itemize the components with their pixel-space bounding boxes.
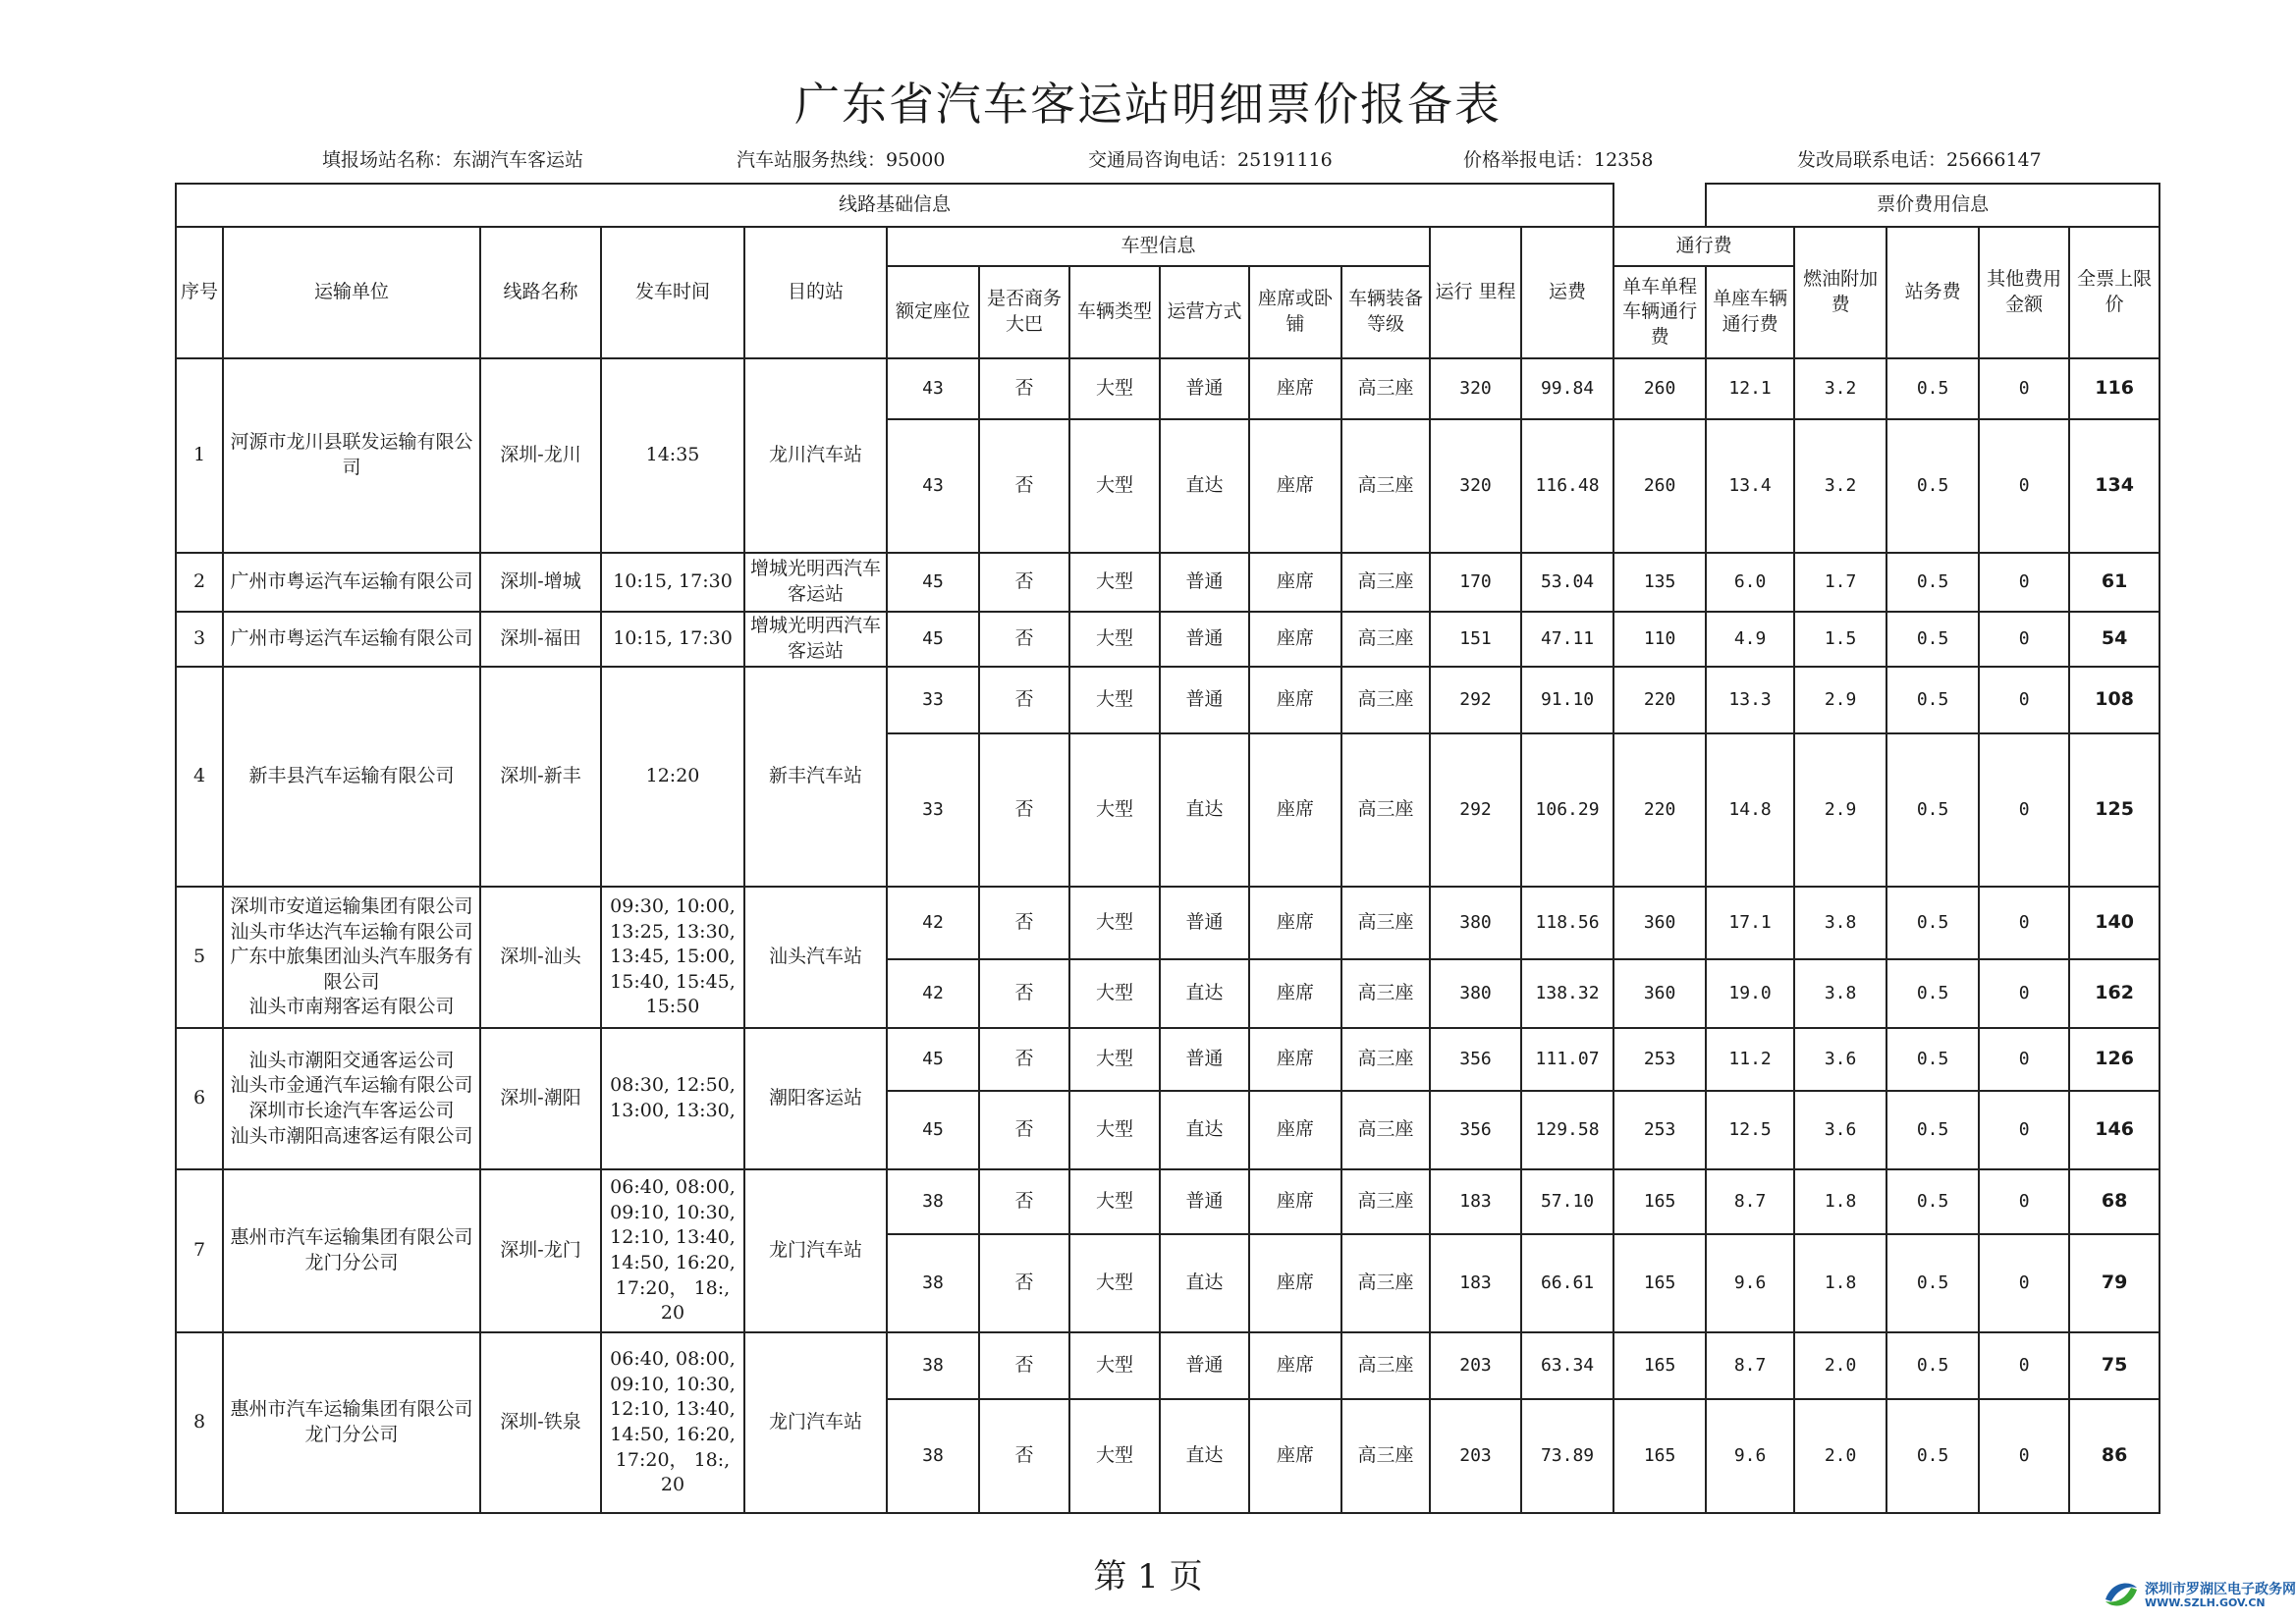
cell-distance: 170 — [1430, 553, 1521, 612]
szlh-logo — [2102, 1576, 2296, 1615]
cell-distance: 203 — [1430, 1332, 1521, 1399]
logo-title: 深圳市罗湖区电子政务网 — [2145, 1582, 2296, 1597]
cell-station-fee: 0.5 — [1886, 1399, 1979, 1513]
cell-route: 深圳-新丰 — [480, 667, 601, 887]
cell-vtype: 大型 — [1069, 1399, 1160, 1513]
cell-grade: 高三座 — [1341, 1399, 1430, 1513]
cell-fare: 73.89 — [1521, 1399, 1613, 1513]
cell-vtype: 大型 — [1069, 1234, 1160, 1332]
fare-info-header: 票价费用信息 — [1706, 184, 2159, 227]
cell-grade: 高三座 — [1341, 358, 1430, 419]
cell-vtype: 大型 — [1069, 887, 1160, 959]
cell-distance: 151 — [1430, 612, 1521, 667]
cell-grade: 高三座 — [1341, 1234, 1430, 1332]
cell-fare: 106.29 — [1521, 733, 1613, 887]
vehicle-info-header: 车型信息 — [887, 227, 1430, 266]
cell-depart: 14:35 — [601, 358, 744, 553]
cell-toll-seat: 17.1 — [1706, 887, 1794, 959]
cell-seats: 42 — [887, 887, 979, 959]
cell-seq: 2 — [176, 553, 223, 612]
cell-route: 深圳-潮阳 — [480, 1028, 601, 1169]
cell-seat-kind: 座席 — [1249, 612, 1341, 667]
cell-seat-kind: 座席 — [1249, 1332, 1341, 1399]
cell-company: 汕头市潮阳交通客运公司 汕头市金通汽车运输有限公司 深圳市长途汽车客运公司 汕头市潮阳高速客运有限公司 — [223, 1028, 480, 1169]
cell-seat-kind: 座席 — [1249, 1399, 1341, 1513]
cell-mode: 直达 — [1160, 733, 1249, 887]
cell-toll-seat: 9.6 — [1706, 1234, 1794, 1332]
cell-grade: 高三座 — [1341, 553, 1430, 612]
col-business: 是否商务大巴 — [979, 266, 1069, 358]
cell-depart: 09:30, 10:00, 13:25, 13:30, 13:45, 15:00, 15:40, 15:45, 15:50 — [601, 887, 744, 1028]
cell-fuel: 3.2 — [1794, 358, 1886, 419]
cell-fuel: 1.5 — [1794, 612, 1886, 667]
cell-mode: 直达 — [1160, 1399, 1249, 1513]
cell-distance: 183 — [1430, 1234, 1521, 1332]
cell-fuel: 3.6 — [1794, 1028, 1886, 1091]
header-spacer — [1613, 184, 1706, 227]
cell-total: 86 — [2069, 1399, 2159, 1513]
cell-toll-seat: 19.0 — [1706, 959, 1794, 1028]
cell-toll-vehicle: 253 — [1613, 1028, 1706, 1091]
cell-distance: 320 — [1430, 358, 1521, 419]
col-dest: 目的站 — [744, 227, 887, 358]
cell-business: 否 — [979, 419, 1069, 553]
cell-route: 深圳-龙门 — [480, 1169, 601, 1332]
cell-toll-vehicle: 260 — [1613, 419, 1706, 553]
cell-mode: 普通 — [1160, 887, 1249, 959]
cell-route: 深圳-龙川 — [480, 358, 601, 553]
cell-grade: 高三座 — [1341, 667, 1430, 733]
cell-vtype: 大型 — [1069, 959, 1160, 1028]
cell-fuel: 3.8 — [1794, 887, 1886, 959]
cell-grade: 高三座 — [1341, 959, 1430, 1028]
cell-vtype: 大型 — [1069, 1332, 1160, 1399]
cell-seat-kind: 座席 — [1249, 1028, 1341, 1091]
cell-seat-kind: 座席 — [1249, 733, 1341, 887]
cell-station-fee: 0.5 — [1886, 419, 1979, 553]
cell-business: 否 — [979, 1028, 1069, 1091]
page-title: 广东省汽车客运站明细票价报备表 — [794, 78, 1502, 131]
cell-vtype: 大型 — [1069, 358, 1160, 419]
logo-url: WWW.SZLH.GOV.CN — [2145, 1596, 2266, 1609]
col-mode: 运营方式 — [1160, 266, 1249, 358]
cell-seq: 5 — [176, 887, 223, 1028]
cell-total: 54 — [2069, 612, 2159, 667]
cell-other: 0 — [1979, 1169, 2069, 1234]
cell-seq: 8 — [176, 1332, 223, 1513]
cell-dest: 龙川汽车站 — [744, 358, 887, 553]
cell-total: 146 — [2069, 1091, 2159, 1169]
cell-mode: 直达 — [1160, 1091, 1249, 1169]
cell-fare: 66.61 — [1521, 1234, 1613, 1332]
cell-vtype: 大型 — [1069, 733, 1160, 887]
cell-toll-vehicle: 260 — [1613, 358, 1706, 419]
cell-toll-vehicle: 165 — [1613, 1234, 1706, 1332]
cell-seats: 38 — [887, 1169, 979, 1234]
cell-business: 否 — [979, 1169, 1069, 1234]
price-report-phone: 价格举报电话：12358 — [1463, 149, 1654, 171]
cell-station-fee: 0.5 — [1886, 358, 1979, 419]
cell-dest: 潮阳客运站 — [744, 1028, 887, 1169]
cell-seq: 3 — [176, 612, 223, 667]
cell-business: 否 — [979, 1399, 1069, 1513]
table-row — [176, 612, 2159, 667]
cell-seats: 45 — [887, 553, 979, 612]
cell-station-fee: 0.5 — [1886, 887, 1979, 959]
cell-seat-kind: 座席 — [1249, 1169, 1341, 1234]
table-row — [176, 667, 2159, 733]
cell-station-fee: 0.5 — [1886, 733, 1979, 887]
cell-business: 否 — [979, 1234, 1069, 1332]
cell-seats: 45 — [887, 612, 979, 667]
cell-distance: 292 — [1430, 733, 1521, 887]
header-row-1 — [176, 184, 2159, 227]
cell-fare: 47.11 — [1521, 612, 1613, 667]
cell-other: 0 — [1979, 887, 2069, 959]
cell-toll-seat: 8.7 — [1706, 1169, 1794, 1234]
cell-grade: 高三座 — [1341, 887, 1430, 959]
col-seats: 额定座位 — [887, 266, 979, 358]
cell-other: 0 — [1979, 553, 2069, 612]
cell-fare: 57.10 — [1521, 1169, 1613, 1234]
toll-header: 通行费 — [1613, 227, 1794, 266]
cell-vtype: 大型 — [1069, 667, 1160, 733]
reform-bureau-phone: 发改局联系电话：25666147 — [1797, 149, 2042, 171]
cell-toll-seat: 4.9 — [1706, 612, 1794, 667]
cell-depart: 08:30, 12:50, 13:00, 13:30, — [601, 1028, 744, 1169]
cell-mode: 直达 — [1160, 419, 1249, 553]
cell-other: 0 — [1979, 1234, 2069, 1332]
cell-business: 否 — [979, 1332, 1069, 1399]
header-row-2 — [176, 227, 2159, 266]
cell-toll-seat: 11.2 — [1706, 1028, 1794, 1091]
cell-mode: 普通 — [1160, 612, 1249, 667]
cell-toll-vehicle: 360 — [1613, 887, 1706, 959]
cell-total: 79 — [2069, 1234, 2159, 1332]
table-row — [176, 887, 2159, 959]
cell-fuel: 1.7 — [1794, 553, 1886, 612]
cell-depart: 06:40, 08:00, 09:10, 10:30, 12:10, 13:40, 14:50, 16:20, 17:20， 18:, 20 — [601, 1332, 744, 1513]
cell-toll-seat: 13.3 — [1706, 667, 1794, 733]
cell-other: 0 — [1979, 959, 2069, 1028]
cell-station-fee: 0.5 — [1886, 1169, 1979, 1234]
cell-depart: 06:40, 08:00, 09:10, 10:30, 12:10, 13:40, 14:50, 16:20, 17:20， 18:, 20 — [601, 1169, 744, 1332]
cell-seats: 43 — [887, 419, 979, 553]
cell-grade: 高三座 — [1341, 1028, 1430, 1091]
cell-other: 0 — [1979, 612, 2069, 667]
cell-depart: 10:15, 17:30 — [601, 612, 744, 667]
cell-total: 125 — [2069, 733, 2159, 887]
cell-other: 0 — [1979, 1028, 2069, 1091]
cell-seats: 38 — [887, 1332, 979, 1399]
cell-business: 否 — [979, 887, 1069, 959]
cell-seq: 6 — [176, 1028, 223, 1169]
cell-mode: 普通 — [1160, 1028, 1249, 1091]
cell-seats: 38 — [887, 1234, 979, 1332]
line-info-header: 线路基础信息 — [176, 184, 1613, 227]
cell-distance: 380 — [1430, 959, 1521, 1028]
cell-fuel: 2.0 — [1794, 1332, 1886, 1399]
page-number: 第 1 页 — [1093, 1557, 1203, 1596]
cell-company: 河源市龙川县联发运输有限公司 — [223, 358, 480, 553]
cell-seat-kind: 座席 — [1249, 358, 1341, 419]
cell-toll-vehicle: 220 — [1613, 733, 1706, 887]
cell-company: 新丰县汽车运输有限公司 — [223, 667, 480, 887]
col-seq: 序号 — [176, 227, 223, 358]
cell-other: 0 — [1979, 1399, 2069, 1513]
cell-business: 否 — [979, 358, 1069, 419]
cell-route: 深圳-福田 — [480, 612, 601, 667]
cell-mode: 普通 — [1160, 1332, 1249, 1399]
cell-toll-seat: 12.1 — [1706, 358, 1794, 419]
cell-fare: 99.84 — [1521, 358, 1613, 419]
cell-vtype: 大型 — [1069, 612, 1160, 667]
col-toll-vehicle: 单车单程车辆通行费 — [1613, 266, 1706, 358]
cell-seats: 45 — [887, 1028, 979, 1091]
cell-fare: 53.04 — [1521, 553, 1613, 612]
cell-business: 否 — [979, 612, 1069, 667]
cell-business: 否 — [979, 959, 1069, 1028]
transport-bureau-phone: 交通局咨询电话：25191116 — [1088, 149, 1333, 171]
cell-grade: 高三座 — [1341, 733, 1430, 887]
cell-vtype: 大型 — [1069, 1028, 1160, 1091]
cell-fuel: 1.8 — [1794, 1234, 1886, 1332]
cell-total: 75 — [2069, 1332, 2159, 1399]
cell-total: 140 — [2069, 887, 2159, 959]
header-info-row — [0, 145, 2296, 173]
cell-mode: 普通 — [1160, 667, 1249, 733]
szlh-logo-icon — [2102, 1578, 2141, 1611]
cell-mode: 普通 — [1160, 358, 1249, 419]
cell-toll-vehicle: 165 — [1613, 1169, 1706, 1234]
cell-mode: 直达 — [1160, 1234, 1249, 1332]
cell-company: 惠州市汽车运输集团有限公司 龙门分公司 — [223, 1332, 480, 1513]
cell-toll-vehicle: 220 — [1613, 667, 1706, 733]
col-station-fee: 站务费 — [1886, 227, 1979, 358]
cell-station-fee: 0.5 — [1886, 959, 1979, 1028]
cell-company: 广州市粤运汽车运输有限公司 — [223, 612, 480, 667]
cell-dest: 增城光明西汽车客运站 — [744, 612, 887, 667]
cell-seat-kind: 座席 — [1249, 1234, 1341, 1332]
cell-total: 126 — [2069, 1028, 2159, 1091]
cell-fuel: 1.8 — [1794, 1169, 1886, 1234]
cell-dest: 龙门汽车站 — [744, 1169, 887, 1332]
cell-grade: 高三座 — [1341, 1091, 1430, 1169]
cell-total: 61 — [2069, 553, 2159, 612]
cell-route: 深圳-增城 — [480, 553, 601, 612]
cell-distance: 356 — [1430, 1028, 1521, 1091]
cell-seq: 1 — [176, 358, 223, 553]
cell-mode: 普通 — [1160, 553, 1249, 612]
table-row — [176, 553, 2159, 612]
col-total: 全票上限价 — [2069, 227, 2159, 358]
cell-seq: 4 — [176, 667, 223, 887]
cell-toll-vehicle: 110 — [1613, 612, 1706, 667]
cell-fare: 91.10 — [1521, 667, 1613, 733]
cell-total: 162 — [2069, 959, 2159, 1028]
cell-distance: 320 — [1430, 419, 1521, 553]
table-row — [176, 1028, 2159, 1091]
table-row — [176, 1169, 2159, 1234]
cell-depart: 10:15, 17:30 — [601, 553, 744, 612]
cell-station-fee: 0.5 — [1886, 553, 1979, 612]
cell-total: 116 — [2069, 358, 2159, 419]
cell-seat-kind: 座席 — [1249, 959, 1341, 1028]
station-name: 填报场站名称：东湖汽车客运站 — [322, 149, 584, 171]
cell-total: 68 — [2069, 1169, 2159, 1234]
cell-company: 深圳市安道运输集团有限公司 汕头市华达汽车运输有限公司 广东中旅集团汕头汽车服务有限公司 汕头市南翔客运有限公司 — [223, 887, 480, 1028]
cell-other: 0 — [1979, 733, 2069, 887]
cell-other: 0 — [1979, 667, 2069, 733]
cell-seats: 38 — [887, 1399, 979, 1513]
cell-toll-seat: 6.0 — [1706, 553, 1794, 612]
cell-toll-seat: 8.7 — [1706, 1332, 1794, 1399]
cell-dest: 新丰汽车站 — [744, 667, 887, 887]
cell-toll-vehicle: 165 — [1613, 1332, 1706, 1399]
cell-distance: 183 — [1430, 1169, 1521, 1234]
cell-company: 广州市粤运汽车运输有限公司 — [223, 553, 480, 612]
cell-other: 0 — [1979, 358, 2069, 419]
cell-dest: 龙门汽车站 — [744, 1332, 887, 1513]
cell-distance: 292 — [1430, 667, 1521, 733]
cell-fare: 111.07 — [1521, 1028, 1613, 1091]
cell-station-fee: 0.5 — [1886, 1234, 1979, 1332]
cell-fare: 63.34 — [1521, 1332, 1613, 1399]
cell-seq: 7 — [176, 1169, 223, 1332]
cell-other: 0 — [1979, 1091, 2069, 1169]
cell-distance: 380 — [1430, 887, 1521, 959]
cell-vtype: 大型 — [1069, 419, 1160, 553]
cell-grade: 高三座 — [1341, 1332, 1430, 1399]
col-distance: 运行 里程 — [1430, 227, 1521, 358]
cell-toll-seat: 12.5 — [1706, 1091, 1794, 1169]
cell-fare: 138.32 — [1521, 959, 1613, 1028]
cell-total: 108 — [2069, 667, 2159, 733]
cell-toll-seat: 14.8 — [1706, 733, 1794, 887]
cell-depart: 12:20 — [601, 667, 744, 887]
cell-fuel: 2.9 — [1794, 667, 1886, 733]
cell-seats: 43 — [887, 358, 979, 419]
cell-grade: 高三座 — [1341, 612, 1430, 667]
cell-dest: 增城光明西汽车客运站 — [744, 553, 887, 612]
col-company: 运输单位 — [223, 227, 480, 358]
cell-station-fee: 0.5 — [1886, 1091, 1979, 1169]
cell-business: 否 — [979, 553, 1069, 612]
cell-seat-kind: 座席 — [1249, 667, 1341, 733]
cell-business: 否 — [979, 1091, 1069, 1169]
cell-seat-kind: 座席 — [1249, 1091, 1341, 1169]
cell-dest: 汕头汽车站 — [744, 887, 887, 1028]
cell-other: 0 — [1979, 419, 2069, 553]
cell-station-fee: 0.5 — [1886, 667, 1979, 733]
service-hotline: 汽车站服务热线：95000 — [737, 149, 946, 171]
cell-distance: 203 — [1430, 1399, 1521, 1513]
cell-seat-kind: 座席 — [1249, 887, 1341, 959]
cell-toll-vehicle: 165 — [1613, 1399, 1706, 1513]
cell-mode: 直达 — [1160, 959, 1249, 1028]
cell-fuel: 2.9 — [1794, 733, 1886, 887]
cell-mode: 普通 — [1160, 1169, 1249, 1234]
col-toll-seat: 单座车辆通行费 — [1706, 266, 1794, 358]
table-row — [176, 1332, 2159, 1399]
cell-seat-kind: 座席 — [1249, 419, 1341, 553]
cell-grade: 高三座 — [1341, 1169, 1430, 1234]
cell-fuel: 3.2 — [1794, 419, 1886, 553]
cell-route: 深圳-汕头 — [480, 887, 601, 1028]
cell-vtype: 大型 — [1069, 553, 1160, 612]
cell-route: 深圳-铁泉 — [480, 1332, 601, 1513]
cell-station-fee: 0.5 — [1886, 612, 1979, 667]
cell-seat-kind: 座席 — [1249, 553, 1341, 612]
cell-toll-vehicle: 135 — [1613, 553, 1706, 612]
cell-toll-vehicle: 253 — [1613, 1091, 1706, 1169]
cell-vtype: 大型 — [1069, 1091, 1160, 1169]
cell-toll-seat: 13.4 — [1706, 419, 1794, 553]
fare-table — [175, 183, 2160, 1514]
cell-fuel: 2.0 — [1794, 1399, 1886, 1513]
cell-grade: 高三座 — [1341, 419, 1430, 553]
cell-seats: 33 — [887, 667, 979, 733]
cell-fuel: 3.8 — [1794, 959, 1886, 1028]
cell-seats: 42 — [887, 959, 979, 1028]
table-row — [176, 358, 2159, 419]
cell-seats: 33 — [887, 733, 979, 887]
cell-fare: 129.58 — [1521, 1091, 1613, 1169]
cell-total: 134 — [2069, 419, 2159, 553]
col-other: 其他费用金额 — [1979, 227, 2069, 358]
cell-toll-seat: 9.6 — [1706, 1399, 1794, 1513]
col-fuel: 燃油附加费 — [1794, 227, 1886, 358]
cell-station-fee: 0.5 — [1886, 1028, 1979, 1091]
col-vtype: 车辆类型 — [1069, 266, 1160, 358]
cell-fare: 116.48 — [1521, 419, 1613, 553]
cell-station-fee: 0.5 — [1886, 1332, 1979, 1399]
col-depart: 发车时间 — [601, 227, 744, 358]
cell-business: 否 — [979, 667, 1069, 733]
col-fare: 运费 — [1521, 227, 1613, 358]
cell-fare: 118.56 — [1521, 887, 1613, 959]
cell-fuel: 3.6 — [1794, 1091, 1886, 1169]
col-seat-kind: 座席或卧铺 — [1249, 266, 1341, 358]
cell-business: 否 — [979, 733, 1069, 887]
cell-distance: 356 — [1430, 1091, 1521, 1169]
cell-seats: 45 — [887, 1091, 979, 1169]
col-route: 线路名称 — [480, 227, 601, 358]
col-grade: 车辆装备等级 — [1341, 266, 1430, 358]
cell-vtype: 大型 — [1069, 1169, 1160, 1234]
cell-company: 惠州市汽车运输集团有限公司 龙门分公司 — [223, 1169, 480, 1332]
cell-other: 0 — [1979, 1332, 2069, 1399]
cell-toll-vehicle: 360 — [1613, 959, 1706, 1028]
